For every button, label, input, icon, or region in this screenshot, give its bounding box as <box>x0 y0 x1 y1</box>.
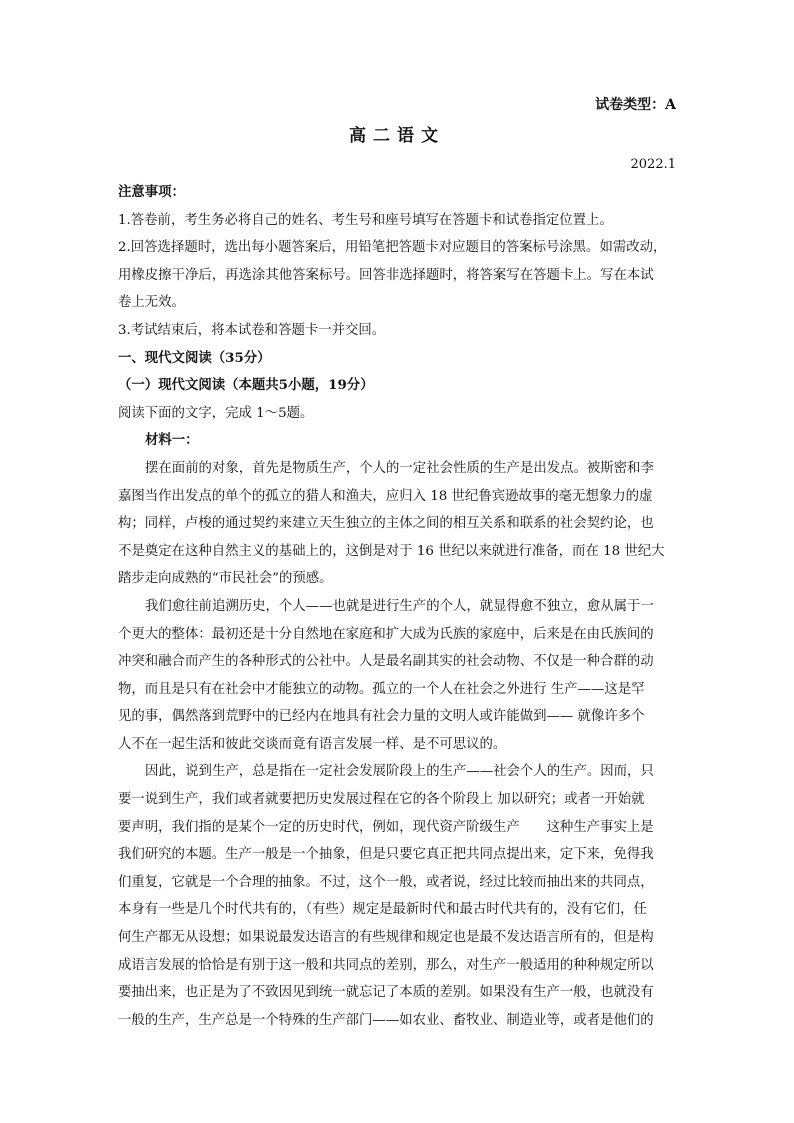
paragraph-line: 要抽出来，也正是为了不致因见到统一就忘记了本质的差别。如果没有生产一般，也就没有 <box>118 985 654 1001</box>
paragraph-line: 要一说到生产，我们或者就要把历史发展过程在它的各个阶段上 加以研究；或者一开始就 <box>118 792 645 808</box>
paragraph-3 <box>118 758 676 1034</box>
paragraph-line: 摆在面前的对象，首先是物质生产，个人的一定社会性质的生产是出发点。被斯密和李 <box>145 460 654 476</box>
notice-line: 1.答卷前，考生务必将自己的姓名、考生号和座号填写在答题卡和试卷指定位置上。 <box>118 212 613 228</box>
paragraph-line: 我们愈往前追溯历史，个人——也就是进行生产的个人，就显得愈不独立，愈从属于一 <box>145 598 654 614</box>
exam-type-label: 试卷类型：A <box>595 97 676 113</box>
material-label: 材料一： <box>145 432 199 449</box>
exam-page <box>118 0 676 1123</box>
notice-heading: 注意事项： <box>118 184 185 200</box>
paragraph-line: 们重复，它就是一个合理的抽象。不过，这个一般，或者说，经过比较而抽出来的共同点， <box>118 874 654 890</box>
notice-line: 用橡皮擦干净后，再选涂其他答案标号。回答非选择题时，将答案写在答题卡上。写在本试 <box>118 267 654 283</box>
paragraph-line: 因此，说到生产，总是指在一定社会发展阶段上的生产——社会个人的生产。因而，只 <box>145 764 654 780</box>
paragraph-line: 嘉图当作出发点的单个的孤立的猎人和渔夫，应归入 18 世纪鲁宾逊故事的毫无想象力的虚 <box>118 488 653 504</box>
paragraph-line: 何生产都无从设想；如果说最发达语言的有些规律和规定也是最不发达语言所有的，但是构 <box>118 930 654 946</box>
exam-date: 2022.1 <box>630 157 676 172</box>
paragraph-line: 本身有一些是几个时代共有的，（有些）规定是最新时代和最古时代共有的，没有它们，任 <box>118 902 647 918</box>
paragraph-2 <box>118 593 676 759</box>
paragraph-line: 人不在一起生活和彼此交谈而竟有语言发展一样、是不可思议的。 <box>118 736 507 752</box>
paragraph-line: 个更大的整体：最初还是十分自然地在家庭和扩大成为氏族的家庭中，后来是在由氏族间的 <box>118 626 654 642</box>
notice-line: 卷上无效。 <box>118 295 185 311</box>
notice-line: 3.考试结束后，将本试卷和答题卡一并交回。 <box>118 322 386 338</box>
paragraph-line: 构；同样，卢梭的通过契约来建立天生独立的主体之间的相互关系和联系的社会契约论，也 <box>118 516 654 532</box>
paragraph-line: 一般的生产，生产总是一个特殊的生产部门——如农业、畜牧业、制造业等，或者是他们的 <box>118 1012 654 1028</box>
paragraph-line: 踏步走向成熟的“市民社会”的预感。 <box>118 571 333 587</box>
paragraph-line: 不是奠定在这种自然主义的基础上的，这倒是对于 16 世纪以来就进行准备，而在 18 世纪大 <box>118 543 665 559</box>
subsection-title: （一）现代文阅读（本题共5小题，19分） <box>118 377 374 394</box>
paragraph-line: 要声明，我们指的是某个一定的历史时代，例如，现代资产阶级生产 这种生产事实上是 <box>118 819 654 835</box>
page-title: 高二语文 <box>349 126 445 146</box>
notice-line: 2.回答选择题时，选出每小题答案后，用铅笔把答题卡对应题目的答案标号涂黑。如需改动， <box>118 240 667 256</box>
paragraph-1 <box>118 455 676 593</box>
document-body <box>118 179 676 1034</box>
paragraph-line: 成语言发展的恰恰是有别于这一般和共同点的差别，那么，对生产一般适用的种种规定所以 <box>118 957 654 973</box>
reading-instruction: 阅读下面的文字，完成 1～5题。 <box>118 405 314 421</box>
paragraph-line: 冲突和融合而产生的各种形式的公社中。人是最名副其实的社会动物、不仅是一种合群的动 <box>118 654 654 670</box>
paragraph-line: 我们研究的本题。生产一般是一个抽象，但是只要它真正把共同点提出来，定下来，免得我 <box>118 847 654 863</box>
section-title: 一、现代文阅读（35分） <box>118 349 271 366</box>
paragraph-line: 物，而且是只有在社会中才能独立的动物。孤立的一个人在社会之外进行 生产——这是罕 <box>118 681 645 697</box>
paragraph-line: 见的事，偶然落到荒野中的已经内在地具有社会力量的文明人或许能做到—— 就像许多个 <box>118 709 645 725</box>
